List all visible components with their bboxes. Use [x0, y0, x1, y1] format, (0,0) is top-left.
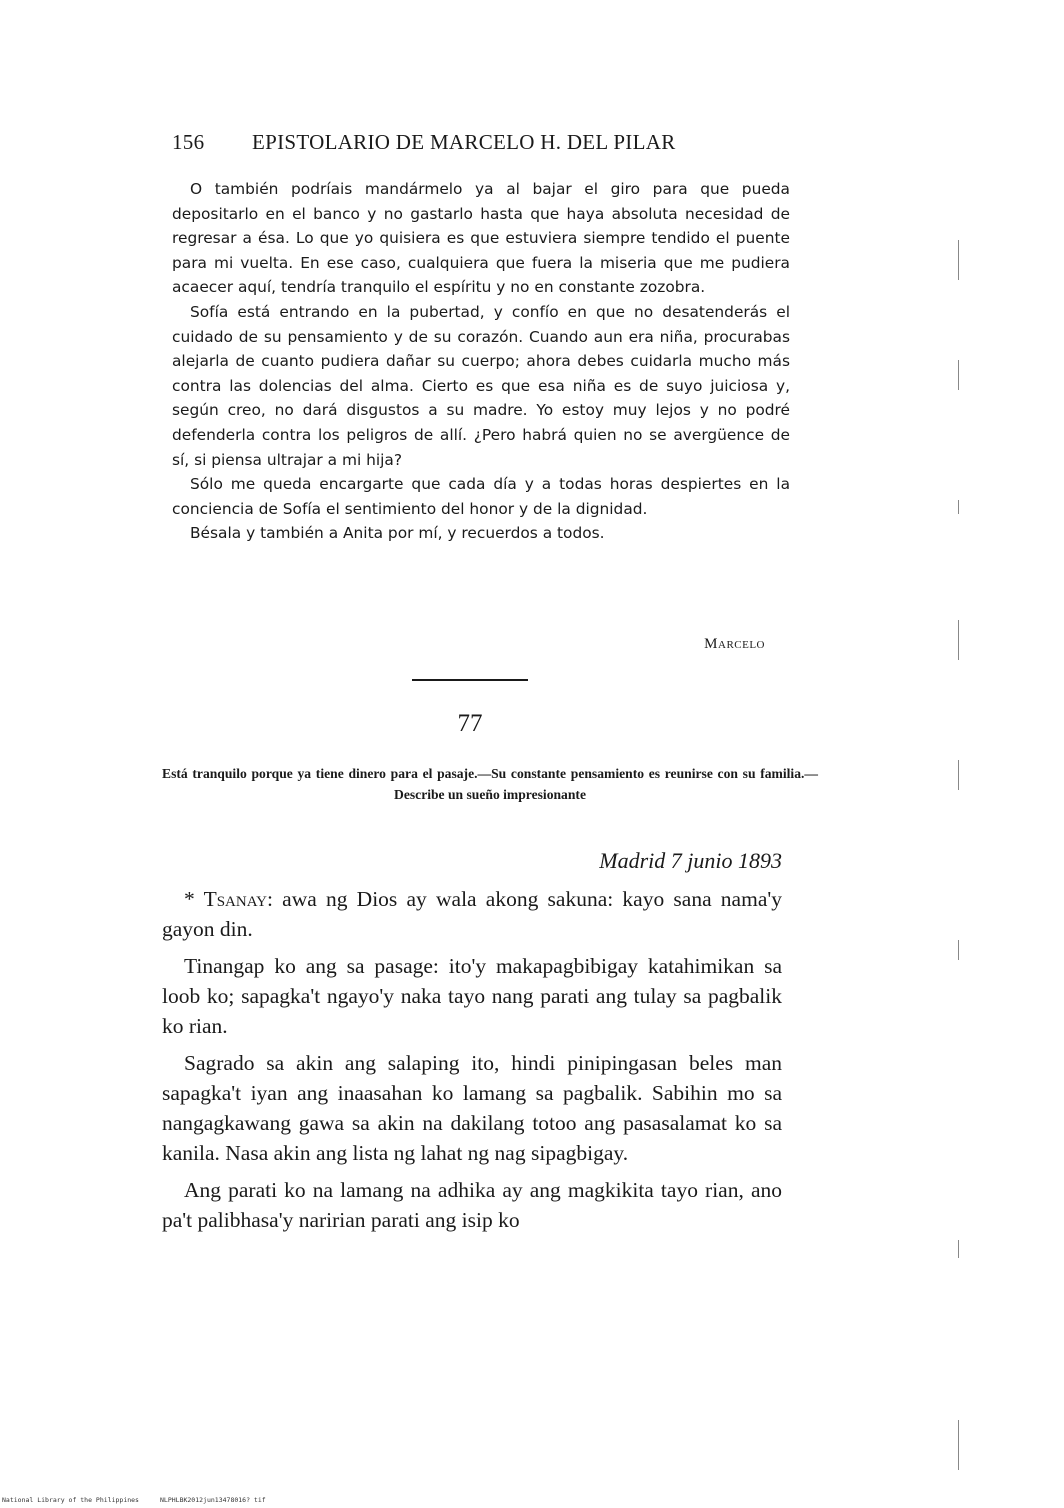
- scan-id: NLPHLBK2012jun13478016? tif: [160, 1496, 266, 1504]
- paragraph: Ang parati ko na lamang na adhika ay ang magkikita tayo rian, ano pa't palibhasa'y naririan parati ang isip ko: [162, 1178, 782, 1232]
- page-number: 156: [172, 130, 205, 154]
- summary-text: Está tranquilo porque ya tiene dinero para el pasaje.—Su constante pensamiento es reunirse con su familia.—Describe un sueño impresionante: [162, 766, 818, 802]
- letter-number: 77: [457, 710, 483, 737]
- paragraph: Sólo me queda encargarte que cada día y a todas horas despiertes en la conciencia de Sofía el sentimiento del honor y de la dignidad.: [172, 475, 790, 518]
- letter-summary: [162, 764, 818, 805]
- paragraph: Sofía está entrando en la pubertad, y confío en que no desatenderás el cuidado de su pensamiento y de su corazón. Cuando aun era niña, procurabas alejarla de cuanto pudiera dañar su cuerpo; ahora debes cuidarla mucho más contra las dolencias del alma. Cierto es que esa niña es de suyo juiciosa y, según creo, no dará disgustos a su madre. Yo estoy muy lejos y no podré defenderla contra los peligros de allí. ¿Pero habrá quien no se avergüence de sí, si piensa ultrajar a mi hija?: [172, 302, 790, 469]
- section-divider: [412, 679, 528, 681]
- scan-artifacts: [952, 240, 968, 1480]
- paragraph: O también podríais mandármelo ya al bajar el giro para que pueda depositarlo en el banco y no gastarlo hasta que haya absoluta necesidad de regresar a ésa. Lo que yo quisiera es que estuviera siempre tendido el puente para mi vuelta. En ese caso, cualquiera que fuera la miseria que me pudiera acaecer aquí, tendría tranquilo el espíritu y no en constante zozobra.: [172, 180, 790, 297]
- letter-body: [162, 884, 782, 1242]
- signature: Marcelo: [704, 636, 765, 652]
- running-head: [172, 130, 772, 155]
- paragraph: Bésala y también a Anita por mí, y recuerdos a todos.: [190, 524, 605, 543]
- library-label: National Library of the Philippines: [2, 1496, 139, 1504]
- previous-letter-body: [172, 177, 790, 546]
- paragraph: [162, 884, 782, 944]
- paragraph-text: awa ng Dios ay wala akong sakuna: kayo sana nama'y gayon din.: [162, 887, 782, 941]
- paragraph: Tinangap ko ang sa pasage: ito'y makapagbibigay katahimikan sa loob ko; sapagka't ngayo'y naka tayo nang parati ang tulay sa pagbalik ko rian.: [162, 954, 782, 1038]
- paragraph: Sagrado sa akin ang salaping ito, hindi pinipingasan beles man sapagka't iyan ang inaasahan ko lamang sa pagbalik. Sabihin mo sa nangagkawang gawa sa akin na dakilang totoo ang pasasalamat ko sa kanila. Nasa akin ang lista ng lahat ng nag sipagbigay.: [162, 1051, 782, 1165]
- book-title: EPISTOLARIO DE MARCELO H. DEL PILAR: [252, 130, 676, 154]
- salutation: * Tsanay:: [184, 887, 273, 911]
- dateline: Madrid 7 junio 1893: [599, 848, 782, 873]
